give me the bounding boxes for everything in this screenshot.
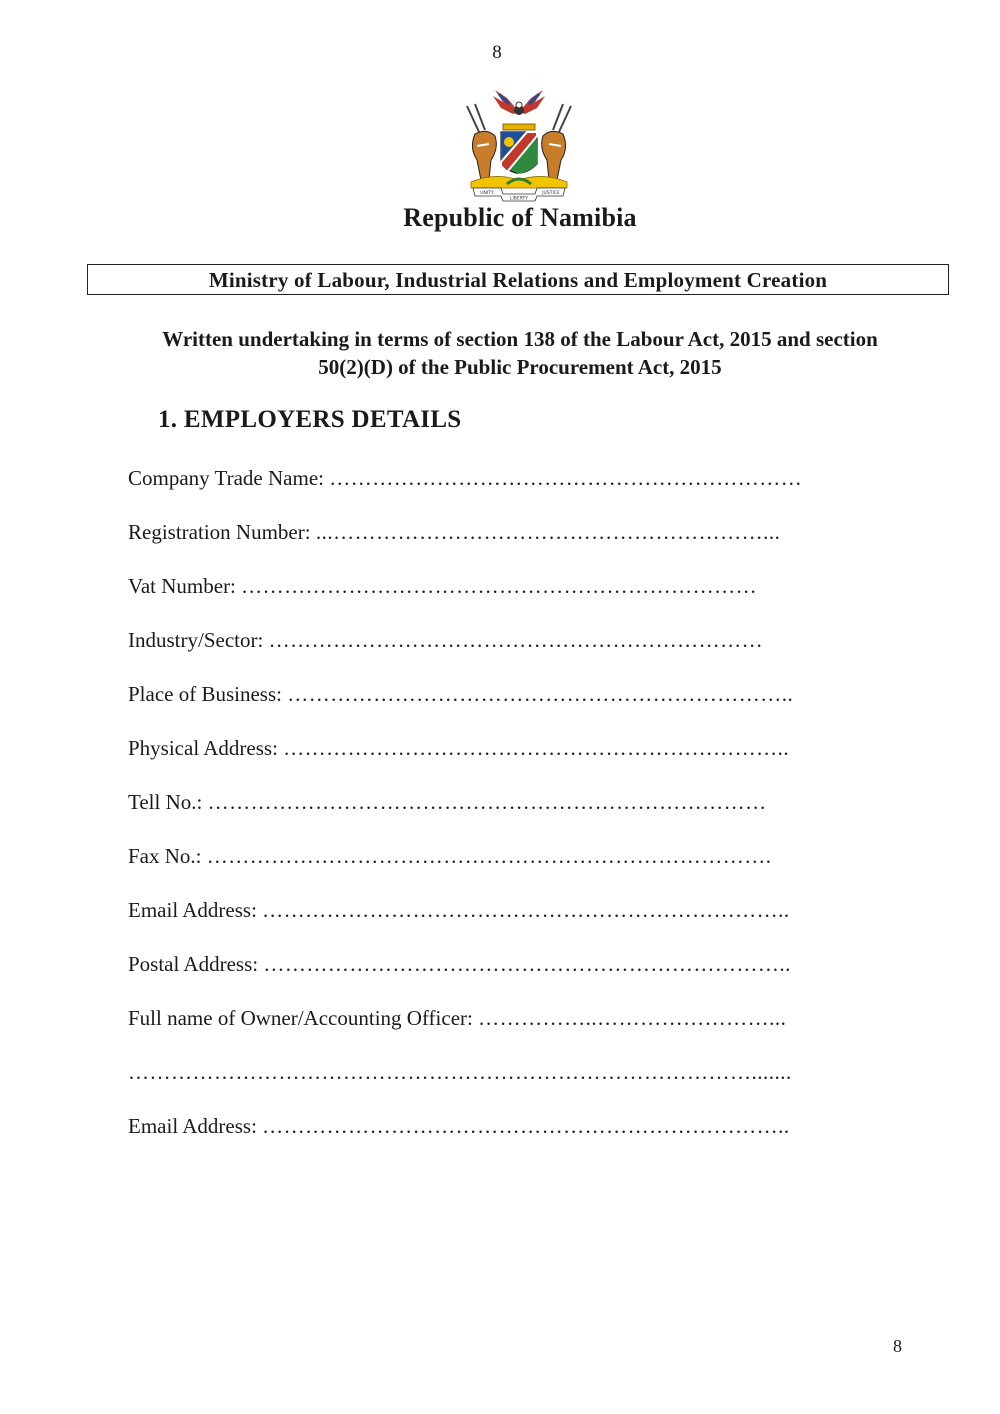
field-label: Full name of Owner/Accounting Officer:: [128, 1006, 473, 1030]
field-dots: ...……………………………………………………...: [315, 520, 781, 544]
field-label: Industry/Sector:: [128, 628, 264, 652]
republic-title: Republic of Namibia: [403, 203, 637, 232]
field-owner-email-address[interactable]: [128, 1114, 888, 1142]
field-dots: ………………………………………………………………..: [262, 1114, 790, 1138]
undertaking-heading: [100, 325, 940, 381]
ministry-title: Ministry of Labour, Industrial Relations and Employment Creation: [208, 268, 828, 292]
field-company-trade-name[interactable]: [128, 466, 888, 494]
field-label: Email Address:: [128, 898, 257, 922]
field-label: Vat Number:: [128, 574, 236, 598]
motto-unity: UNITY: [480, 191, 494, 196]
motto-liberty: LIBERTY: [509, 196, 529, 202]
field-label: Postal Address:: [128, 952, 259, 976]
page-number-bottom: 8: [893, 1336, 902, 1356]
field-label: Email Address:: [128, 1114, 257, 1138]
field-place-of-business[interactable]: [128, 682, 888, 710]
field-label: Physical Address:: [128, 736, 278, 760]
field-dots: ……………..……………………...: [478, 1006, 787, 1030]
field-dots: ………………………………………………………………..: [262, 898, 790, 922]
field-email-address[interactable]: [128, 898, 888, 926]
field-postal-address[interactable]: [128, 952, 888, 980]
field-registration-number[interactable]: [128, 520, 888, 548]
field-owner-full-name-continued[interactable]: [128, 1060, 888, 1088]
field-dots: ……………………………………………………………………: [207, 790, 767, 814]
undertaking-line-1: Written undertaking in terms of section 138 of the Labour Act, 2015 and section: [162, 327, 878, 351]
field-owner-full-name[interactable]: [128, 1006, 888, 1034]
page-number-top: 8: [492, 42, 502, 63]
field-dots: ………………………………………………………………: [241, 574, 758, 598]
field-label: Fax No.:: [128, 844, 202, 868]
field-label: Tell No.:: [128, 790, 203, 814]
field-dots: …………………………………………………………: [329, 466, 803, 490]
field-physical-address[interactable]: [128, 736, 888, 764]
field-dots: …………………………………………………………………………….......: [128, 1060, 792, 1084]
field-label: Registration Number:: [128, 520, 311, 544]
field-dots: …………………………………………………………………….: [206, 844, 772, 868]
undertaking-line-2: 50(2)(D) of the Public Procurement Act, 2015: [318, 355, 722, 379]
field-dots: ……………………………………………………………..: [283, 736, 790, 760]
field-vat-number[interactable]: [128, 574, 888, 602]
motto-justice: JUSTICE: [542, 191, 560, 196]
field-tell-no[interactable]: [128, 790, 888, 818]
field-dots: ……………………………………………………………: [268, 628, 764, 652]
field-dots: ……………………………………………………………..: [287, 682, 794, 706]
field-dots: ………………………………………………………………..: [263, 952, 791, 976]
section-heading: 1. EMPLOYERS DETAILS: [158, 406, 462, 433]
namibia-coat-of-arms-icon: [455, 84, 583, 204]
field-label: Company Trade Name:: [128, 466, 324, 490]
field-industry-sector[interactable]: [128, 628, 888, 656]
field-fax-no[interactable]: [128, 844, 888, 872]
field-label: Place of Business:: [128, 682, 282, 706]
